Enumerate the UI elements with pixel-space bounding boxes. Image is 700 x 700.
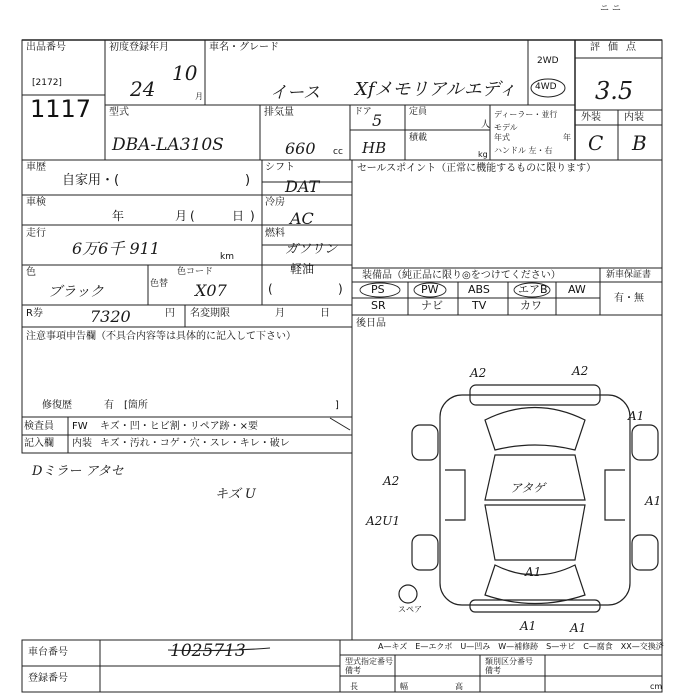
equip-abs: ABS: [468, 283, 490, 296]
class-num-label: 類別区分番号: [485, 657, 533, 666]
first-reg-month-unit: 月: [195, 92, 203, 101]
note-line-1: Dミラー アタセ: [32, 464, 124, 479]
inspector-items: キズ・凹・ヒビ割・リペア跡・×要: [100, 421, 258, 432]
diagram-mark-4: A1: [645, 494, 662, 508]
note-line-2: キズ U: [215, 487, 256, 502]
sales-points-label: セールスポイント（正常に機能するものに限ります）: [357, 163, 597, 174]
dim-length: 長: [350, 682, 358, 691]
warranty-label: 新車保証書: [606, 270, 652, 280]
door-type: HB: [362, 139, 387, 157]
model-year-label: モデル: [494, 123, 518, 132]
inspection-month-unit: 月: [175, 209, 188, 223]
cooler-label: 冷房: [265, 197, 285, 208]
recycle-label: R券: [26, 308, 43, 319]
first-reg-month: 10: [172, 61, 198, 85]
car-grade: Xfメモリアルエディ: [355, 79, 517, 100]
diagram-mark-10: A1: [570, 621, 587, 635]
spare-label: スペア: [398, 605, 422, 614]
repair-value: 有: [104, 400, 114, 411]
score-label: 評価点: [590, 42, 644, 53]
usage-close: ): [245, 173, 251, 188]
equip-pw: PW: [421, 283, 439, 296]
repair-bracket-open: [箇所: [124, 400, 148, 411]
reg-number-label: 登録番号: [28, 673, 68, 684]
type-cert-note: 備考: [345, 666, 361, 675]
color-label: 色: [26, 267, 36, 278]
mileage-value: 6万6千 911: [72, 239, 160, 258]
chassis-number: 1025713: [170, 641, 246, 661]
fuel-gasoline: ガソリン: [285, 242, 338, 257]
drive-2wd: 2WD: [537, 56, 559, 66]
equipment-label: 装備品（純正品に限り◎をつけてください）: [362, 270, 561, 281]
inspector-code: FW: [72, 421, 88, 432]
dim-height: 高: [455, 682, 463, 691]
dim-width: 幅: [400, 682, 408, 691]
capacity-unit: 人: [481, 120, 491, 130]
entry-section: 内装: [72, 438, 92, 449]
diagram-mark-2: A2: [572, 364, 589, 378]
lot-number: 1117: [30, 95, 92, 123]
inspection-year-unit: 年: [112, 209, 125, 223]
equip-sr: SR: [371, 299, 386, 312]
capacity-label: 定員: [409, 107, 428, 117]
notice-label: 注意事項申告欄（不具合内容等は具体的に記入して下さい）: [26, 331, 296, 342]
color-code: X07: [195, 281, 227, 300]
fuel-label: 燃料: [265, 228, 285, 239]
usage-label: 車歴: [26, 162, 46, 173]
load-unit: kg: [478, 150, 488, 159]
repair-label: 修復歴: [42, 400, 72, 411]
inspection-close: ): [250, 209, 255, 223]
year-unit: 年: [563, 133, 571, 142]
entry-label: 記入欄: [24, 438, 54, 449]
displacement-value: 660: [285, 139, 316, 158]
shift-label: シフト: [265, 162, 295, 173]
drive-4wd: 4WD: [535, 82, 557, 92]
score-value: 3.5: [595, 77, 634, 105]
equip-leather: カワ: [520, 299, 542, 312]
name-change-month: 月: [275, 308, 285, 319]
mileage-unit: km: [220, 252, 234, 262]
first-reg-label: 初度登録年月: [109, 42, 169, 53]
dim-unit: cm: [650, 682, 663, 691]
warranty-value: 有・無: [614, 293, 644, 304]
door-label: ドア: [354, 107, 372, 117]
inspection-day-unit: 日: [232, 209, 245, 223]
color-code-label: 色コード: [177, 267, 214, 277]
equip-navi: ナビ: [421, 299, 443, 312]
car-name-label: 車名・グレード: [209, 42, 279, 53]
cooler-value: AC: [290, 209, 314, 228]
diagram-mark-3: A1: [628, 409, 645, 423]
recycle-unit: 円: [165, 308, 175, 319]
door-count: 5: [372, 111, 383, 130]
type-cert-label: 型式指定番号: [345, 657, 393, 666]
equip-ps: PS: [371, 283, 385, 296]
color-value: ブラック: [48, 284, 104, 300]
car-name: イース: [270, 83, 321, 103]
class-num-note: 備考: [485, 666, 501, 675]
displacement-unit: cc: [333, 147, 343, 157]
diagram-mark-9: A1: [520, 619, 537, 633]
first-reg-year: 24: [130, 77, 156, 101]
mileage-label: 走行: [26, 228, 46, 239]
name-change-day: 日: [320, 308, 330, 319]
recycle-value: 7320: [90, 307, 131, 326]
equip-airbag: エアB: [518, 283, 548, 296]
year-label: 年式: [494, 133, 510, 142]
repair-bracket-close: ]: [335, 400, 339, 411]
shift-value: DAT: [285, 177, 320, 196]
equip-aw: AW: [568, 283, 586, 296]
equip-tv: TV: [472, 299, 487, 312]
lot-sub-code: [2172]: [32, 78, 62, 88]
chassis-label: 車台番号: [28, 647, 68, 658]
diagram-mark-5: A2: [383, 474, 400, 488]
exterior-label: 外装: [581, 112, 601, 123]
model-value: DBA-LA310S: [112, 135, 224, 155]
header-fragment: ニ ニ: [600, 4, 621, 14]
name-change-label: 名変期限: [190, 308, 230, 319]
inspection-label: 車検: [26, 197, 46, 208]
fuel-open: (: [268, 282, 273, 296]
usage-value: 自家用・(: [62, 173, 120, 188]
dealer-label: ディーラー・並行: [494, 110, 558, 119]
lot-label: 出品番号: [26, 42, 66, 53]
displacement-label: 排気量: [264, 107, 294, 118]
diagram-mark-1: A2: [470, 366, 487, 380]
inspector-label: 検査員: [24, 421, 54, 432]
entry-items: キズ・汚れ・コゲ・穴・スレ・キレ・破レ: [100, 438, 290, 449]
model-label: 型式: [109, 107, 129, 118]
diagram-mark-8: A1: [525, 565, 542, 579]
inspection-open: (: [190, 209, 195, 223]
later-input-label: 後日品: [356, 318, 386, 329]
diagram-mark-6: A2U1: [366, 514, 401, 528]
fuel-diesel: 軽油: [290, 262, 315, 276]
interior-value: B: [632, 131, 647, 155]
damage-legend: A—キズ E—エクボ U—凹み W—補修跡 S—サビ C—腐食 XX—交換済: [378, 642, 664, 651]
color-change-label: 色替: [150, 279, 169, 289]
exterior-value: C: [588, 131, 604, 155]
load-label: 積載: [409, 133, 428, 143]
interior-label: 内装: [624, 112, 644, 123]
diagram-mark-7: アタゲ: [510, 481, 546, 495]
fuel-close: ): [338, 282, 343, 296]
handle-label: ハンドル 左・右: [494, 146, 553, 155]
